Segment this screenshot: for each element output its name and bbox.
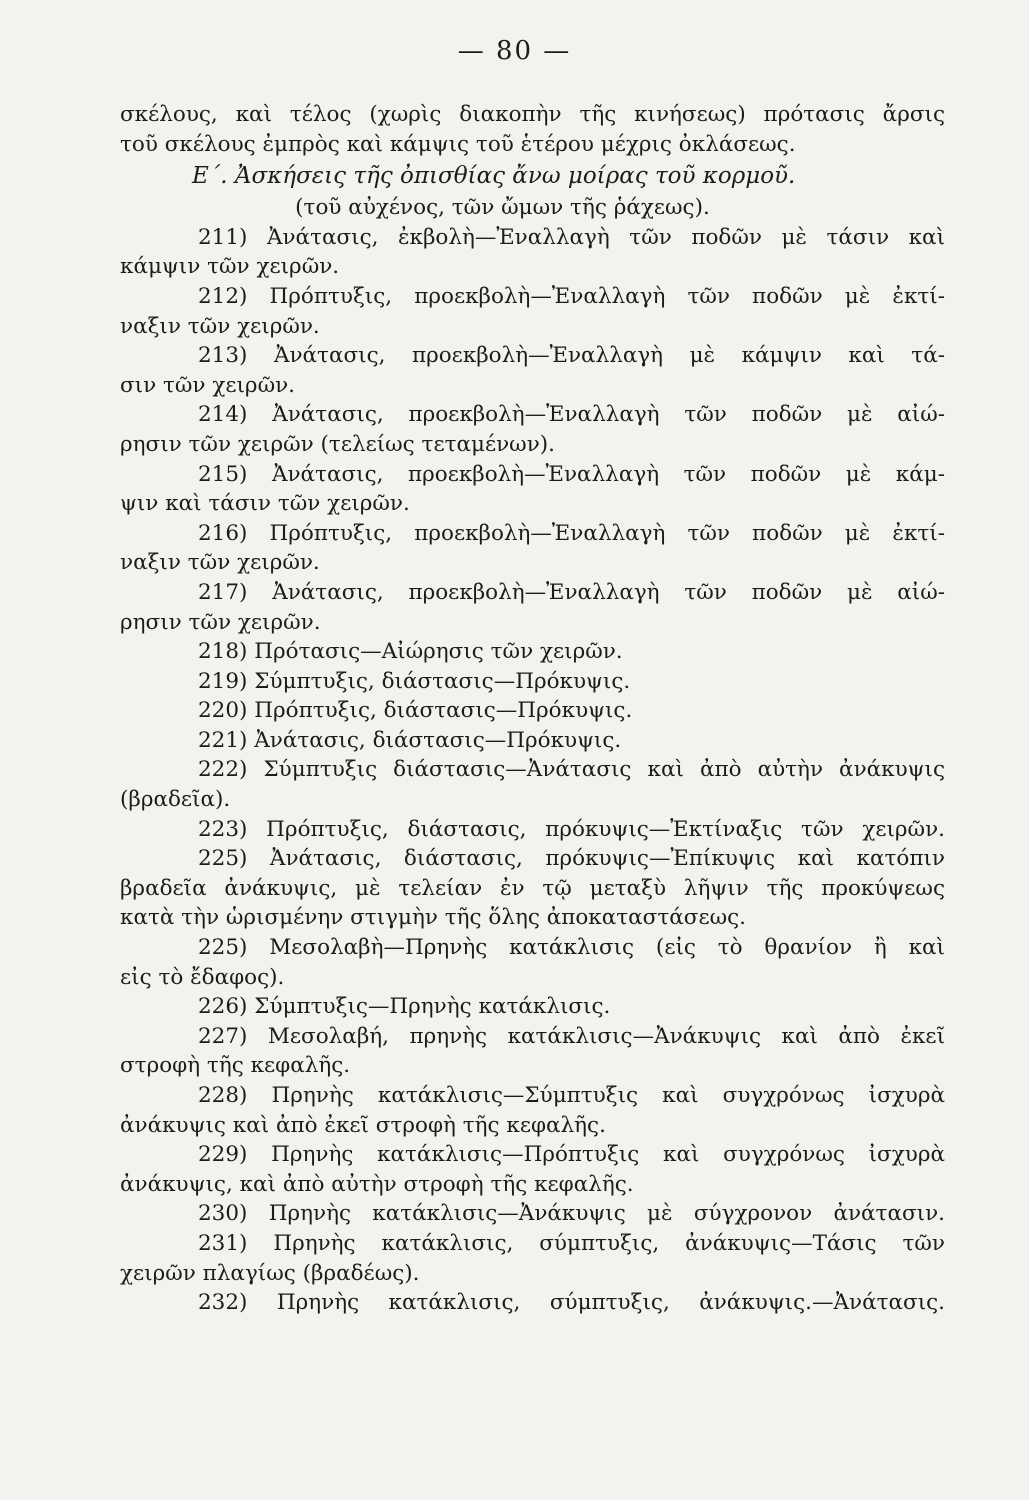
text-line: 222) Σύμπτυξις διάστασις—Ἀνάτασις καὶ ἀπὸ αὐτὴν ἀνάκυψις: [198, 757, 945, 783]
text-line: 213) Ἀνάτασις, προεκβολὴ—Ἐναλλαγὴ μὲ κάμψιν καὶ τά-: [198, 343, 945, 369]
text-line: 220) Πρόπτυξις, διάστασις—Πρόκυψις.: [198, 698, 633, 724]
text-line: (βραδεῖα).: [120, 787, 231, 813]
text-line: ρησιν τῶν χειρῶν (τελείως τεταμένων).: [120, 431, 556, 457]
section-heading: Ε΄. Ἀσκήσεις τῆς ὀπισθίας ἄνω μοίρας τοῦ κορμοῦ.: [192, 163, 796, 190]
text-line: ναξιν τῶν χειρῶν.: [120, 550, 320, 576]
text-line: 217) Ἀνάτασις, προεκβολὴ—Ἐναλλαγὴ τῶν ποδῶν μὲ αἰώ-: [198, 579, 945, 605]
text-line: 225) Μεσολαβὴ—Πρηνὴς κατάκλισις (εἰς τὸ θρανίον ἢ καὶ: [198, 935, 945, 961]
text-line: ἀνάκυψις, καὶ ἀπὸ αὐτὴν στροφὴ τῆς κεφαλῆς.: [120, 1171, 634, 1197]
text-line: 232) Πρηνὴς κατάκλισις, σύμπτυξις, ἀνάκυψις.—Ἀνάτασις.: [198, 1290, 945, 1316]
text-line: 225) Ἀνάτασις, διάστασις, πρόκυψις—Ἐπίκυψις καὶ κατόπιν: [198, 846, 945, 872]
text-line: εἰς τὸ ἔδαφος).: [120, 964, 285, 990]
text-line: σιν τῶν χειρῶν.: [120, 372, 296, 398]
text-line: στροφὴ τῆς κεφαλῆς.: [120, 1053, 351, 1079]
text-line: 221) Ἀνάτασις, διάστασις—Πρόκυψις.: [198, 727, 622, 753]
text-line: χειρῶν πλαγίως (βραδέως).: [120, 1260, 420, 1286]
text-line: 211) Ἀνάτασις, ἐκβολὴ—Ἐναλλαγὴ τῶν ποδῶν μὲ τάσιν καὶ: [198, 224, 945, 250]
text-line: ψιν καὶ τάσιν τῶν χειρῶν.: [120, 491, 410, 517]
text-line: 219) Σύμπτυξις, διάστασις—Πρόκυψις.: [198, 668, 631, 694]
text-line: σκέλους, καὶ τέλος (χωρὶς διακοπὴν τῆς κινήσεως) πρότασις ἄρσις: [120, 102, 945, 127]
text-line: ρησιν τῶν χειρῶν.: [120, 609, 321, 635]
text-line: 227) Μεσολαβή, πρηνὴς κατάκλισις—Ἀνάκυψις καὶ ἀπὸ ἐκεῖ: [198, 1023, 945, 1049]
text-line: 214) Ἀνάτασις, προεκβολὴ—Ἐναλλαγὴ τῶν ποδῶν μὲ αἰώ-: [198, 402, 945, 428]
text-line: 229) Πρηνὴς κατάκλισις—Πρόπτυξις καὶ συγχρόνως ἰσχυρὰ: [198, 1142, 945, 1168]
page-number: — 80 —: [457, 36, 572, 66]
text-line: 230) Πρηνὴς κατάκλισις—Ἀνάκυψις μὲ σύγχρονον ἀνάτασιν.: [198, 1201, 945, 1227]
text-line: βραδεῖα ἀνάκυψις, μὲ τελείαν ἐν τῷ μεταξὺ λῆψιν τῆς προκύψεως: [120, 875, 945, 901]
text-line: 212) Πρόπτυξις, προεκβολὴ—Ἐναλλαγὴ τῶν ποδῶν μὲ ἐκτί-: [198, 283, 945, 309]
text-line: 216) Πρόπτυξις, προεκβολὴ—Ἐναλλαγὴ τῶν ποδῶν μὲ ἐκτί-: [198, 520, 945, 546]
text-line: 228) Πρηνὴς κατάκλισις—Σύμπτυξις καὶ συγχρόνως ἰσχυρὰ: [198, 1083, 945, 1108]
text-line: ναξιν τῶν χειρῶν.: [120, 313, 320, 339]
text-line: 223) Πρόπτυξις, διάστασις, πρόκυψις—Ἐκτίναξις τῶν χειρῶν.: [198, 816, 945, 842]
section-subheading: (τοῦ αὐχένος, τῶν ὤμων τῆς ῥάχεως).: [295, 195, 710, 221]
text-line: 231) Πρηνὴς κατάκλισις, σύμπτυξις, ἀνάκυψις—Τάσις τῶν: [198, 1230, 945, 1256]
body-text: [120, 100, 945, 1318]
text-line: τοῦ σκέλους ἐμπρὸς καὶ κάμψις τοῦ ἑτέρου μέχρις ὀκλάσεως.: [120, 131, 796, 157]
text-line: κάμψιν τῶν χειρῶν.: [120, 254, 340, 280]
text-line: 218) Πρότασις—Αἰώρησις τῶν χειρῶν.: [198, 639, 623, 665]
text-line: 215) Ἀνάτασις, προεκβολὴ—Ἐναλλαγὴ τῶν ποδῶν μὲ κάμ-: [198, 461, 945, 487]
text-line: 226) Σύμπτυξις—Πρηνὴς κατάκλισις.: [198, 994, 611, 1020]
text-line: ἀνάκυψις καὶ ἀπὸ ἐκεῖ στροφὴ τῆς κεφαλῆς.: [120, 1112, 606, 1138]
text-line: κατὰ τὴν ὡρισμένην στιγμὴν τῆς ὅλης ἀποκαταστάσεως.: [120, 905, 746, 931]
